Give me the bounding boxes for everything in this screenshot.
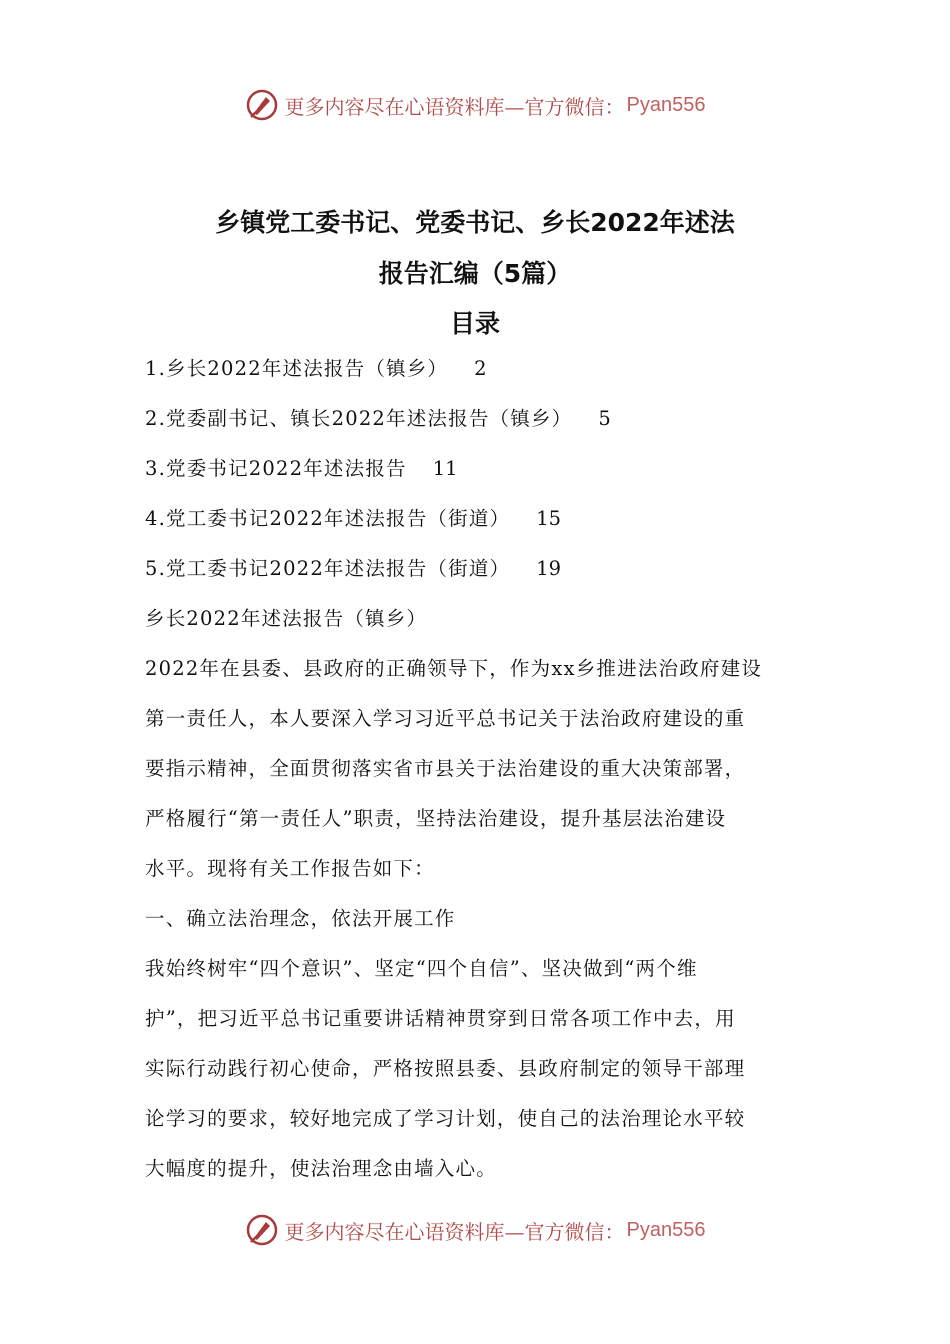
watermark-text: 更多内容尽在心语资料库—官方微信： <box>284 1219 625 1244</box>
toc-item-label: 3.党委书记2022年述法报告 <box>145 457 407 480</box>
toc-item-label: 5.党工委书记2022年述法报告（街道） <box>145 557 511 580</box>
toc-item-page: 15 <box>536 507 562 530</box>
toc-item-page: 19 <box>536 557 562 580</box>
document-title-line-1: 乡镇党工委书记、党委书记、乡长2022年述法 <box>215 208 735 237</box>
paragraph-line: 论学习的要求，较好地完成了学习计划，使自己的法治理论水平较 <box>145 1107 746 1130</box>
toc-item[interactable] <box>145 406 810 432</box>
toc-item-label: 4.党工委书记2022年述法报告（街道） <box>145 507 511 530</box>
toc-item-page: 11 <box>432 457 458 480</box>
toc-item[interactable] <box>145 356 810 382</box>
watermark-wechat-id: Pyan556 <box>626 93 706 116</box>
paragraph-line: 大幅度的提升，使法治理念由墙入心。 <box>145 1157 497 1180</box>
toc-item-page: 2 <box>474 357 487 380</box>
toc-item[interactable] <box>145 556 810 582</box>
toc-item-page: 5 <box>598 407 611 430</box>
section-title: 乡长2022年述法报告（镇乡） <box>145 607 428 630</box>
paragraph-line: 2022年在县委、县政府的正确领导下，作为xx乡推进法治政府建设 <box>145 657 763 680</box>
toc-item[interactable] <box>145 456 810 482</box>
paragraph-line: 第一责任人，本人要深入学习习近平总书记关于法治政府建设的重 <box>145 707 746 730</box>
watermark-wechat-id: Pyan556 <box>626 1218 706 1241</box>
paragraph-line: 要指示精神，全面贯彻落实省市县关于法治建设的重大决策部署， <box>145 757 746 780</box>
document-title-line-2: 报告汇编（5篇） <box>378 259 572 288</box>
watermark-banner-bottom <box>0 1210 950 1250</box>
toc-heading: 目录 <box>449 309 500 338</box>
section-heading: 一、确立法治理念，依法开展工作 <box>145 907 456 930</box>
watermark-banner-top <box>0 85 950 125</box>
paragraph-line: 我始终树牢“四个意识”、坚定“四个自信”、坚决做到“两个维 <box>145 957 698 980</box>
pen-nib-logo-icon <box>245 88 279 122</box>
toc-item-label: 2.党委副书记、镇长2022年述法报告（镇乡） <box>145 407 573 430</box>
toc-item[interactable] <box>145 506 810 532</box>
pen-nib-logo-icon <box>245 1213 279 1247</box>
paragraph-line: 严格履行“第一责任人”职责，坚持法治建设，提升基层法治建设 <box>145 807 727 830</box>
paragraph-line: 实际行动践行初心使命，严格按照县委、县政府制定的领导干部理 <box>145 1057 746 1080</box>
toc-item-label: 1.乡长2022年述法报告（镇乡） <box>145 357 449 380</box>
watermark-text: 更多内容尽在心语资料库—官方微信： <box>284 94 625 119</box>
paragraph-line: 护”，把习近平总书记重要讲话精神贯穿到日常各项工作中去，用 <box>145 1007 736 1030</box>
paragraph-line: 水平。现将有关工作报告如下： <box>145 857 435 880</box>
